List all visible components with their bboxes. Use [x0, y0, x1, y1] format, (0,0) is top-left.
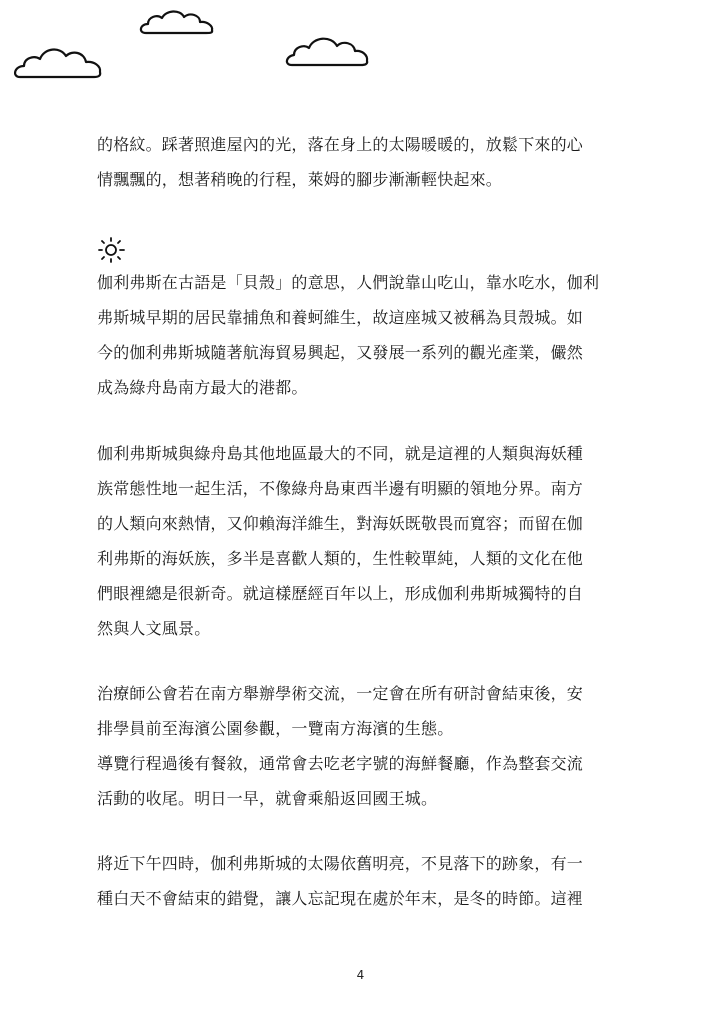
cloud-icon: [15, 50, 100, 77]
text-line: 排學員前至海濱公園參觀，一覽南方海濱的生態。: [97, 719, 454, 738]
text-line: 治療師公會若在南方舉辦學術交流，一定會在所有研討會結束後，安: [97, 684, 584, 703]
text-line: 活動的收尾。明日一早，就會乘船返回國王城。: [97, 789, 438, 808]
paragraph-3: [97, 436, 617, 646]
text-line: 然與人文風景。: [97, 619, 211, 638]
sun-icon: [97, 236, 127, 264]
text-line: 將近下午四時，伽利弗斯城的太陽依舊明亮，不見落下的跡象，有一: [97, 854, 584, 873]
paragraph-1: [97, 127, 617, 197]
text-line: 利弗斯的海妖族，多半是喜歡人類的，生性較單純，人類的文化在他: [97, 549, 584, 568]
text-line: 伽利弗斯在古語是「貝殼」的意思，人們說靠山吃山，靠水吃水，伽利: [97, 273, 600, 292]
paragraph-2: [97, 265, 617, 405]
text-line: 種白天不會結束的錯覺，讓人忘記現在處於年末，是冬的時節。這裡: [97, 889, 584, 908]
text-line: 今的伽利弗斯城隨著航海貿易興起，又發展一系列的觀光產業，儼然: [97, 343, 584, 362]
text-line: 的人類向來熱情，又仰賴海洋維生，對海妖既敬畏而寬容；而留在伽: [97, 514, 584, 533]
text-line: 導覽行程過後有餐敘，通常會去吃老字號的海鮮餐廳，作為整套交流: [97, 754, 584, 773]
text-line: 伽利弗斯城與綠舟島其他地區最大的不同，就是這裡的人類與海妖種: [97, 444, 584, 463]
clouds-decoration: [0, 0, 721, 90]
text-line: 的格紋。踩著照進屋內的光，落在身上的太陽暖暖的，放鬆下來的心: [97, 135, 584, 154]
text-line: 情飄飄的，想著稍晚的行程，萊姆的腳步漸漸輕快起來。: [97, 170, 503, 189]
cloud-icon: [141, 11, 212, 33]
text-line: 族常態性地一起生活，不像綠舟島東西半邊有明顯的領地分界。南方: [97, 479, 584, 498]
text-line: 們眼裡總是很新奇。就這樣歷經百年以上，形成伽利弗斯城獨特的自: [97, 584, 584, 603]
page-number: 4: [356, 968, 365, 982]
text-line: 弗斯城早期的居民靠捕魚和養蚵維生，故這座城又被稱為貝殼城。如: [97, 308, 584, 327]
cloud-icon: [287, 39, 367, 65]
text-line: 成為綠舟島南方最大的港都。: [97, 378, 308, 397]
paragraph-4: [97, 676, 617, 816]
paragraph-5: [97, 846, 617, 916]
